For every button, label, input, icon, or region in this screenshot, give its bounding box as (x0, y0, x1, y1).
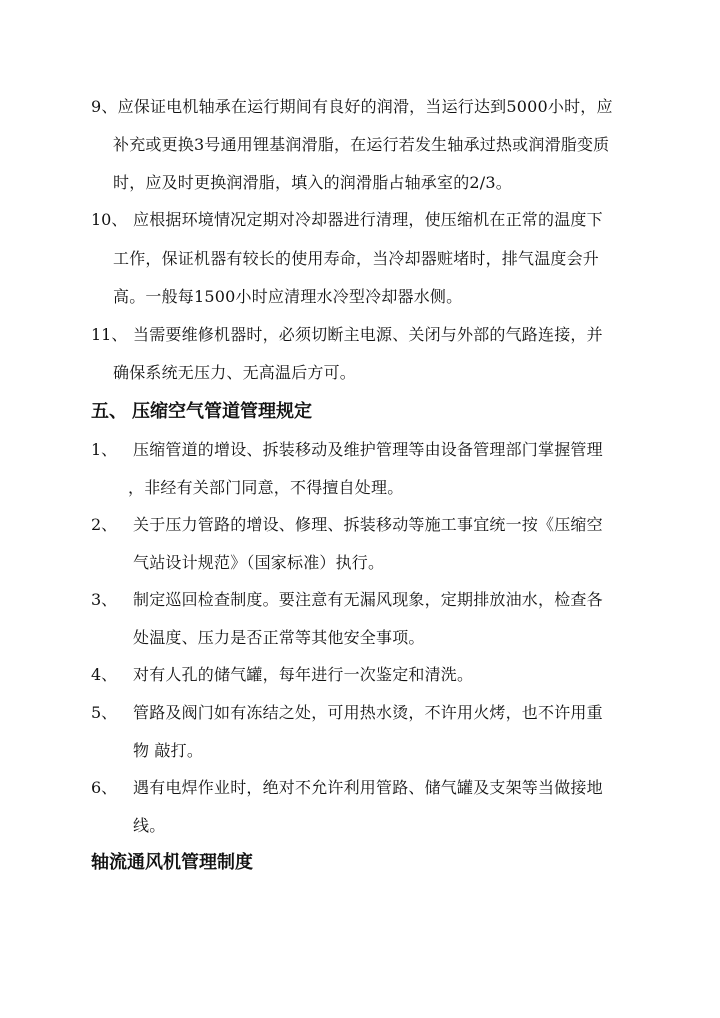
item9-line3: 时，应及时更换润滑脂，填入的润滑脂占轴承室的2/3。 (113, 173, 512, 192)
item10-line1: 应根据环境情况定期对冷却器进行清理，使压缩机在正常的温度下 (133, 210, 603, 229)
s5-item5-line1: 管路及阀门如有冻结之处，可用热水烫，不许用火烤，也不许用重 (133, 703, 603, 722)
s5-item6-number: 6、 (91, 778, 118, 797)
s5-item4-number: 4、 (91, 665, 118, 684)
s5-item2-number: 2、 (91, 515, 118, 534)
s5-item1-line1: 压缩管道的增设、拆装移动及维护管理等由设备管理部门掌握管理 (133, 440, 603, 459)
section-title-fan: 轴流通风机管理制度 (91, 852, 253, 873)
item10-number: 10、 (91, 210, 128, 229)
s5-item2-line1: 关于压力管路的增设、修理、拆装移动等施工事宜统一按《压缩空 (133, 515, 603, 534)
s5-item3-line2: 处温度、压力是否正常等其他安全事项。 (133, 628, 425, 647)
item9-line2: 补充或更换3号通用锂基润滑脂，在运行若发生轴承过热或润滑脂变质 (113, 135, 610, 154)
item11-line2: 确保系统无压力、无高温后方可。 (113, 363, 357, 382)
item11-number: 11、 (91, 325, 128, 344)
s5-item3-line1: 制定巡回检查制度。要注意有无漏风现象，定期排放油水，检查各 (133, 590, 603, 609)
item10-line3: 高。一般每1500小时应清理水冷型冷却器水侧。 (113, 287, 463, 306)
s5-item3-number: 3、 (91, 590, 118, 609)
section5-title: 压缩空气管道管理规定 (132, 401, 312, 422)
s5-item1-number: 1、 (91, 440, 118, 459)
s5-item4-line1: 对有人孔的储气罐，每年进行一次鉴定和清洗。 (133, 665, 474, 684)
item9-line1: 9、应保证电机轴承在运行期间有良好的润滑，当运行达到5000小时，应 (91, 97, 613, 116)
s5-item5-number: 5、 (91, 703, 118, 722)
s5-item1-line2: ，非经有关部门同意，不得擅自处理。 (128, 478, 404, 497)
s5-item2-line2: 气站设计规范》（国家标准）执行。 (133, 553, 385, 572)
item10-line2: 工作，保证机器有较长的使用寿命，当冷却器赃堵时，排气温度会升 (113, 249, 600, 268)
s5-item6-line2: 线。 (133, 816, 166, 835)
item11-line1: 当需要维修机器时，必须切断主电源、关闭与外部的气路连接，并 (133, 325, 603, 344)
section5-number: 五、 (91, 401, 127, 422)
s5-item6-line1: 遇有电焊作业时，绝对不允许利用管路、储气罐及支架等当做接地 (133, 778, 603, 797)
s5-item5-line2: 物 敲打。 (133, 741, 204, 760)
